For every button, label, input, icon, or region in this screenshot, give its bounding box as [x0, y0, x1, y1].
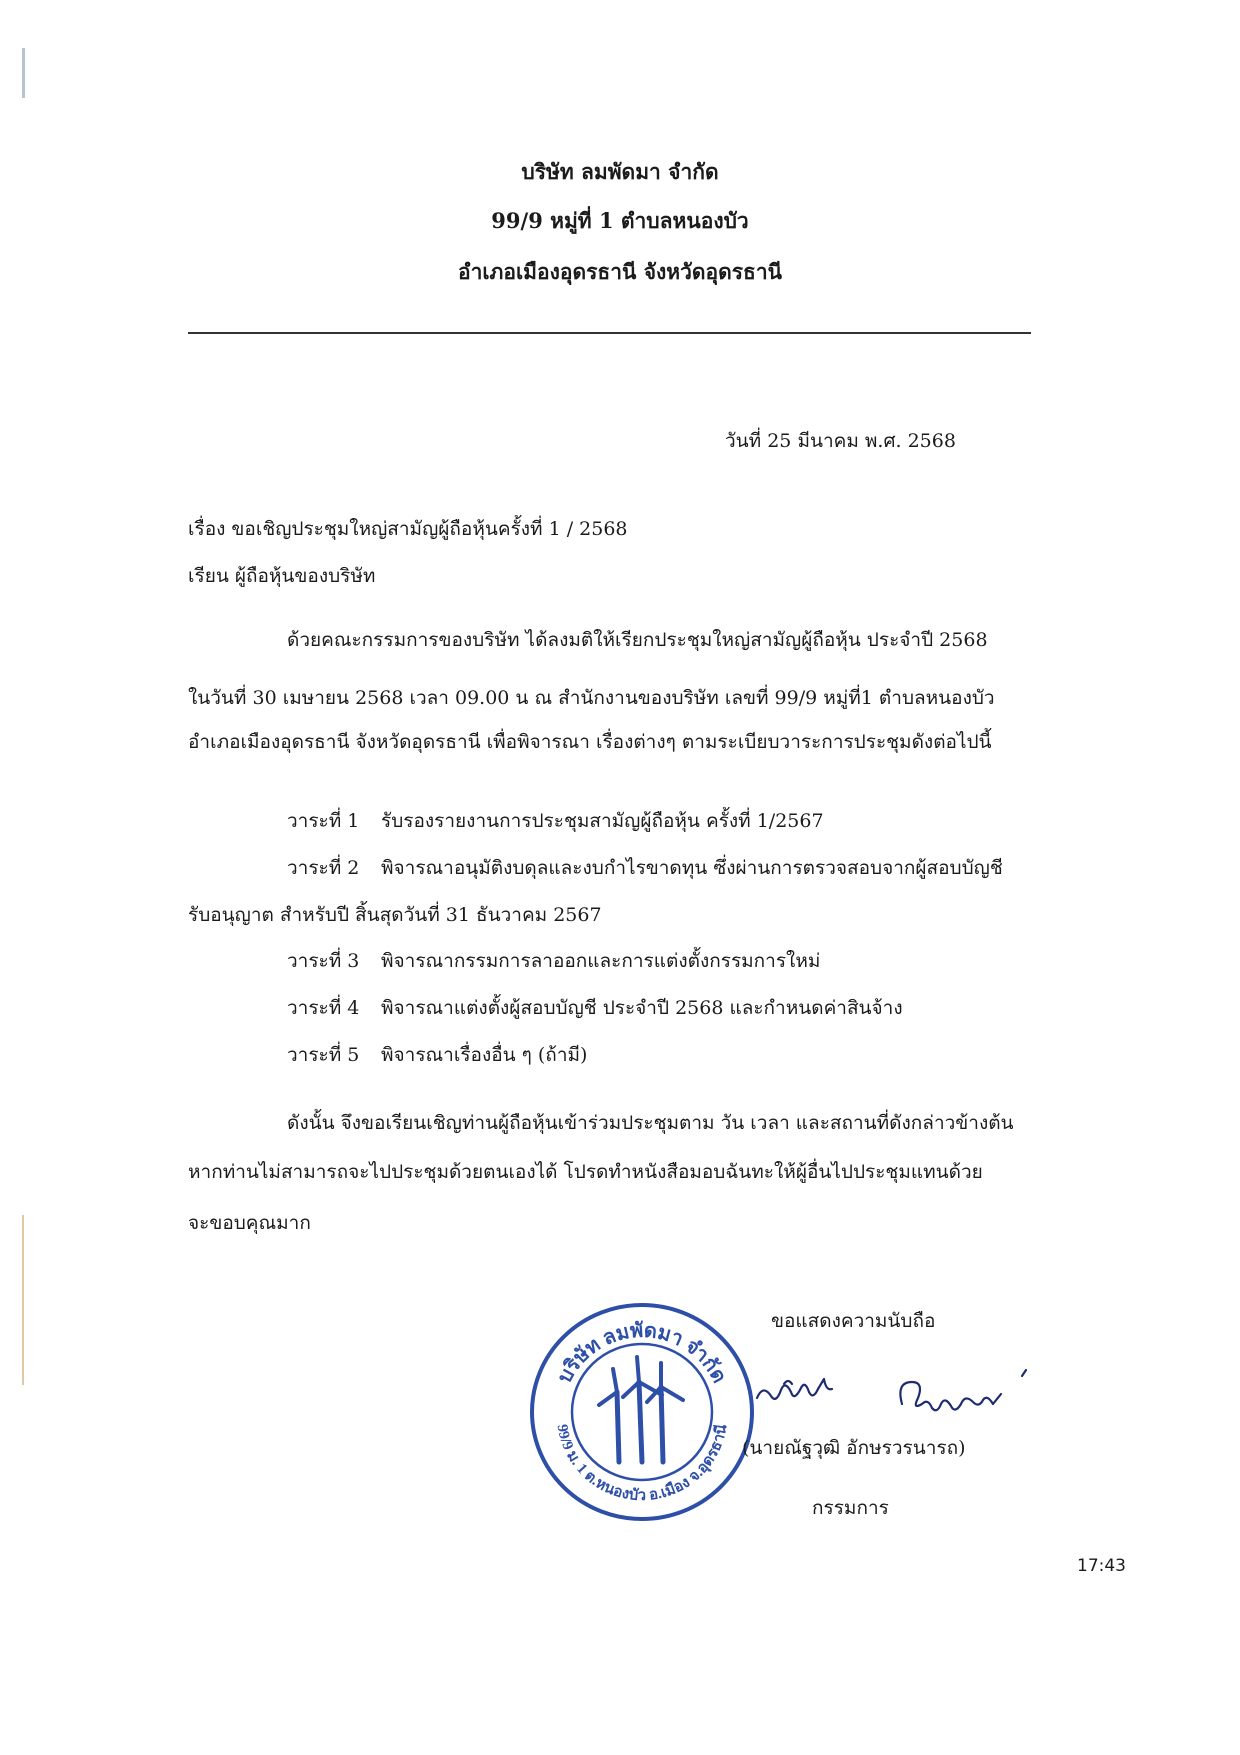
- agenda-item-label: วาระที่ 2: [287, 857, 360, 879]
- company-stamp: [527, 1297, 757, 1527]
- scan-edge-mark: [22, 1215, 24, 1385]
- company-name: บริษัท ลมพัดมา จำกัด: [521, 159, 719, 184]
- agenda-item-text: พิจารณากรรมการลาออกและการแต่งตั้งกรรมการใหม่: [381, 950, 821, 972]
- svg-text:บริษัท ลมพัดมา จำกัด: บริษัท ลมพัดมา จำกัด: [553, 1319, 731, 1387]
- agenda-item-text: พิจารณาอนุมัติงบดุลและงบกำไรขาดทุน ซึ่งผ่านการตรวจสอบจากผู้สอบบัญชี: [381, 857, 1003, 879]
- agenda-item-label: วาระที่ 4: [287, 997, 360, 1019]
- closing-line: จะขอบคุณมาก: [188, 1212, 311, 1234]
- handwritten-signature: [752, 1368, 1062, 1428]
- header-divider: [188, 332, 1031, 334]
- body-line: อำเภอเมืองอุดรธานี จังหวัดอุดรธานี เพื่อพิจารณา เรื่องต่างๆ ตามระเบียบวาระการประชุมดังต่อไปนี้: [188, 731, 992, 753]
- svg-text:99/9 ม. 1 ต.หนองบัว อ.เมือง จ.: 99/9 ม. 1 ต.หนองบัว อ.เมือง จ.อุดรธานี: [553, 1423, 731, 1505]
- agenda-item-label: วาระที่ 3: [287, 950, 360, 972]
- body-line: ด้วยคณะกรรมการของบริษัท ได้ลงมติให้เรียกประชุมใหญ่สามัญผู้ถือหุ้น ประจำปี 2568: [287, 629, 988, 651]
- body-line: ในวันที่ 30 เมษายน 2568 เวลา 09.00 น ณ สำนักงานของบริษัท เลขที่ 99/9 หมู่ที่1 ตำบลหนองบัว: [188, 687, 995, 709]
- address-line-2: อำเภอเมืองอุดรธานี จังหวัดอุดรธานี: [457, 259, 783, 284]
- signature-graphic: [752, 1368, 1062, 1428]
- agenda-item-text: รับรองรายงานการประชุมสามัญผู้ถือหุ้น ครั้งที่ 1/2567: [381, 810, 824, 832]
- regards-text: ขอแสดงความนับถือ: [771, 1310, 936, 1332]
- stamp-seal-graphic: [527, 1297, 757, 1527]
- closing-line: ดังนั้น จึงขอเรียนเชิญท่านผู้ถือหุ้นเข้าร่วมประชุมตาม วัน เวลา และสถานที่ดังกล่าวข้างต้น: [287, 1112, 1014, 1134]
- scan-edge-mark: [22, 48, 25, 98]
- address-line-1: 99/9 หมู่ที่ 1 ตำบลหนองบัว: [491, 208, 749, 233]
- agenda-item-text: พิจารณาเรื่องอื่น ๆ (ถ้ามี): [381, 1044, 588, 1066]
- signer-position: กรรมการ: [812, 1497, 889, 1519]
- agenda-item-continuation: รับอนุญาต สำหรับปี สิ้นสุดวันที่ 31 ธันวาคม 2567: [188, 904, 602, 926]
- closing-line: หากท่านไม่สามารถจะไปประชุมด้วยตนเองได้ โปรดทำหนังสือมอบฉันทะให้ผู้อื่นไปประชุมแทนด้วย: [188, 1161, 983, 1183]
- letter-date: วันที่ 25 มีนาคม พ.ศ. 2568: [725, 430, 956, 452]
- agenda-item-text: พิจารณาแต่งตั้งผู้สอบบัญชี ประจำปี 2568 และกำหนดค่าสินจ้าง: [381, 997, 903, 1019]
- agenda-item-label: วาระที่ 1: [287, 810, 360, 832]
- timestamp: 17:43: [1077, 1556, 1126, 1576]
- signer-name: (นายณัฐวุฒิ อักษรวรนารถ): [742, 1437, 966, 1459]
- agenda-item-label: วาระที่ 5: [287, 1044, 360, 1066]
- letter-subject: เรื่อง ขอเชิญประชุมใหญ่สามัญผู้ถือหุ้นครั้งที่ 1 / 2568: [188, 518, 628, 540]
- letter-recipient: เรียน ผู้ถือหุ้นของบริษัท: [188, 565, 376, 587]
